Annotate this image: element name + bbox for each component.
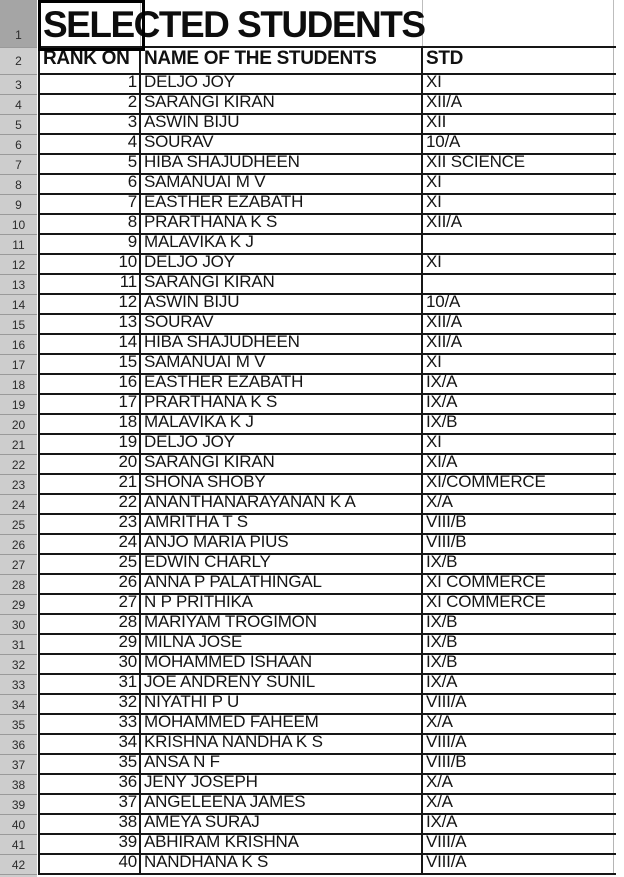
row-number[interactable]: 32 <box>0 655 37 675</box>
name-cell[interactable]: KRISHNA NANDHA K S <box>141 735 423 753</box>
std-cell[interactable]: X/A <box>423 795 614 813</box>
name-cell[interactable]: SAMANUAI M V <box>141 355 423 373</box>
std-cell[interactable]: IX/B <box>423 635 614 653</box>
row-number[interactable]: 27 <box>0 555 37 575</box>
name-cell[interactable]: MILNA JOSE <box>141 635 423 653</box>
rank-cell[interactable]: 3 <box>40 115 141 133</box>
table-row <box>38 855 616 875</box>
table-row <box>38 315 616 335</box>
name-cell[interactable]: ASWIN BIJU <box>141 115 423 133</box>
name-cell[interactable]: NIYATHI P U <box>141 695 423 713</box>
row-number[interactable]: 14 <box>0 295 37 315</box>
table-row <box>38 635 616 655</box>
name-cell[interactable]: MOHAMMED FAHEEM <box>141 715 423 733</box>
rank-cell[interactable]: 21 <box>40 475 141 493</box>
name-cell[interactable]: AMEYA SURAJ <box>141 815 423 833</box>
table-row <box>38 195 616 215</box>
std-cell[interactable]: IX/B <box>423 555 614 573</box>
row-number[interactable]: 21 <box>0 435 37 455</box>
table-row <box>38 395 616 415</box>
std-cell[interactable]: IX/A <box>423 815 614 833</box>
sheet-grid <box>38 0 616 875</box>
rank-cell[interactable]: 9 <box>40 235 141 253</box>
std-cell[interactable]: XI COMMERCE <box>423 595 614 613</box>
std-cell[interactable]: IX/A <box>423 375 614 393</box>
name-cell[interactable]: SHONA SHOBY <box>141 475 423 493</box>
name-cell[interactable]: EASTHER EZABATH <box>141 195 423 213</box>
std-cell[interactable]: VIII/A <box>423 835 614 853</box>
std-cell[interactable]: XI <box>423 255 614 273</box>
rank-cell[interactable]: 4 <box>40 135 141 153</box>
row-number[interactable]: 17 <box>0 355 37 375</box>
row-number[interactable]: 4 <box>0 95 37 115</box>
row-number[interactable]: 26 <box>0 535 37 555</box>
rank-cell[interactable]: 7 <box>40 195 141 213</box>
rank-cell[interactable]: 1 <box>40 75 141 93</box>
row-number[interactable]: 42 <box>0 855 37 875</box>
row-number[interactable]: 1 <box>0 0 37 48</box>
table-row <box>38 75 616 95</box>
row-number[interactable]: 33 <box>0 675 37 695</box>
name-cell[interactable]: ANNA P PALATHINGAL <box>141 575 423 593</box>
table-row <box>38 375 616 395</box>
rank-cell[interactable]: 8 <box>40 215 141 233</box>
row-number[interactable]: 3 <box>0 75 37 95</box>
std-cell[interactable]: IX/A <box>423 675 614 693</box>
name-cell[interactable]: EDWIN CHARLY <box>141 555 423 573</box>
row-number[interactable]: 23 <box>0 475 37 495</box>
rank-cell[interactable]: 32 <box>40 695 141 713</box>
table-row <box>38 675 616 695</box>
row-number[interactable]: 7 <box>0 155 37 175</box>
header-cell-rank[interactable]: RANK ON <box>40 48 141 73</box>
row-number[interactable]: 30 <box>0 615 37 635</box>
name-cell[interactable]: ANGELEENA JAMES <box>141 795 423 813</box>
std-cell[interactable]: XI COMMERCE <box>423 575 614 593</box>
rank-cell[interactable]: 11 <box>40 275 141 293</box>
table-row <box>38 455 616 475</box>
name-cell[interactable]: JOE ANDRENY SUNIL <box>141 675 423 693</box>
std-cell[interactable]: IX/B <box>423 655 614 673</box>
std-cell[interactable]: X/A <box>423 715 614 733</box>
table-row <box>38 615 616 635</box>
std-cell[interactable]: XI <box>423 75 614 93</box>
name-cell[interactable]: MALAVIKA K J <box>141 415 423 433</box>
rank-cell[interactable]: 29 <box>40 635 141 653</box>
rank-cell[interactable]: 33 <box>40 715 141 733</box>
std-cell[interactable]: VIII/A <box>423 735 614 753</box>
std-cell[interactable]: IX/B <box>423 615 614 633</box>
std-cell[interactable]: XII/A <box>423 315 614 333</box>
rank-cell[interactable]: 34 <box>40 735 141 753</box>
row-number[interactable]: 11 <box>0 235 37 255</box>
rank-cell[interactable]: 19 <box>40 435 141 453</box>
row-number[interactable]: 16 <box>0 335 37 355</box>
std-cell[interactable]: 10/A <box>423 295 614 313</box>
table-row <box>38 415 616 435</box>
row-number[interactable]: 12 <box>0 255 37 275</box>
name-cell[interactable]: ABHIRAM KRISHNA <box>141 835 423 853</box>
name-cell[interactable]: SAMANUAI M V <box>141 175 423 193</box>
rank-cell[interactable]: 10 <box>40 255 141 273</box>
rank-cell[interactable]: 37 <box>40 795 141 813</box>
name-cell[interactable]: SOURAV <box>141 315 423 333</box>
cell-c1[interactable] <box>423 0 614 46</box>
table-row <box>38 595 616 615</box>
name-cell[interactable]: JENY JOSEPH <box>141 775 423 793</box>
row-number[interactable]: 36 <box>0 735 37 755</box>
row-number[interactable]: 29 <box>0 595 37 615</box>
std-cell[interactable]: XI/COMMERCE <box>423 475 614 493</box>
row-number[interactable]: 28 <box>0 575 37 595</box>
rank-cell[interactable]: 39 <box>40 835 141 853</box>
table-row <box>38 815 616 835</box>
table-row <box>38 835 616 855</box>
table-row <box>38 475 616 495</box>
std-cell[interactable]: VIII/B <box>423 515 614 533</box>
name-cell[interactable]: ASWIN BIJU <box>141 295 423 313</box>
std-cell[interactable]: XI <box>423 435 614 453</box>
table-row <box>38 215 616 235</box>
rank-cell[interactable]: 28 <box>40 615 141 633</box>
std-cell[interactable]: IX/A <box>423 395 614 413</box>
sheet-title: SELECTED STUDENTS <box>43 4 425 45</box>
table-row <box>38 535 616 555</box>
std-cell[interactable]: IX/B <box>423 415 614 433</box>
name-cell[interactable]: NANDHANA K S <box>141 855 423 873</box>
std-cell[interactable]: VIII/A <box>423 695 614 713</box>
std-cell[interactable]: VIII/B <box>423 535 614 553</box>
table-row <box>38 775 616 795</box>
row-number[interactable]: 38 <box>0 775 37 795</box>
rank-cell[interactable]: 27 <box>40 595 141 613</box>
row-number[interactable]: 13 <box>0 275 37 295</box>
rank-cell[interactable]: 40 <box>40 855 141 873</box>
table-row <box>38 555 616 575</box>
row-number[interactable]: 41 <box>0 835 37 855</box>
header-cell-std[interactable]: STD <box>423 48 614 73</box>
row-number[interactable]: 37 <box>0 755 37 775</box>
std-cell[interactable]: X/A <box>423 775 614 793</box>
row-number[interactable]: 6 <box>0 135 37 155</box>
table-row <box>38 655 616 675</box>
std-cell[interactable]: XII/A <box>423 215 614 233</box>
row-number[interactable]: 24 <box>0 495 37 515</box>
rank-cell[interactable]: 2 <box>40 95 141 113</box>
row-number[interactable]: 10 <box>0 215 37 235</box>
row-number[interactable]: 34 <box>0 695 37 715</box>
row-number[interactable]: 5 <box>0 115 37 135</box>
header-cell-name[interactable]: NAME OF THE STUDENTS <box>141 48 423 73</box>
row-number[interactable]: 18 <box>0 375 37 395</box>
name-cell[interactable]: PRARTHANA K S <box>141 395 423 413</box>
std-cell[interactable]: VIII/A <box>423 855 614 873</box>
table-row <box>38 795 616 815</box>
table-row <box>38 515 616 535</box>
table-row <box>38 135 616 155</box>
row-number[interactable]: 8 <box>0 175 37 195</box>
rank-cell[interactable]: 31 <box>40 675 141 693</box>
table-row <box>38 355 616 375</box>
rank-cell[interactable]: 24 <box>40 535 141 553</box>
row-number[interactable]: 15 <box>0 315 37 335</box>
data-rows <box>38 75 616 875</box>
row-number[interactable]: 22 <box>0 455 37 475</box>
name-cell[interactable]: SARANGI KIRAN <box>141 95 423 113</box>
name-cell[interactable]: AMRITHA T S <box>141 515 423 533</box>
std-cell[interactable]: X/A <box>423 495 614 513</box>
rank-cell[interactable]: 17 <box>40 395 141 413</box>
rank-cell[interactable]: 38 <box>40 815 141 833</box>
table-row <box>38 755 616 775</box>
rank-cell[interactable]: 14 <box>40 335 141 353</box>
row-number[interactable]: 35 <box>0 715 37 735</box>
row-number[interactable]: 2 <box>0 48 37 75</box>
name-cell[interactable]: MARIYAM TROGIMON <box>141 615 423 633</box>
name-cell[interactable]: DELJO JOY <box>141 75 423 93</box>
table-row <box>38 695 616 715</box>
row-number[interactable]: 40 <box>0 815 37 835</box>
std-cell[interactable] <box>423 235 614 253</box>
std-cell[interactable] <box>423 275 614 293</box>
table-row <box>38 335 616 355</box>
rank-cell[interactable]: 36 <box>40 775 141 793</box>
name-cell[interactable]: MALAVIKA K J <box>141 235 423 253</box>
std-cell[interactable]: XII SCIENCE <box>423 155 614 173</box>
table-row <box>38 575 616 595</box>
name-cell[interactable]: PRARTHANA K S <box>141 215 423 233</box>
table-row <box>38 495 616 515</box>
row-header-column <box>0 0 37 877</box>
std-cell[interactable]: XII/A <box>423 335 614 353</box>
rank-cell[interactable]: 22 <box>40 495 141 513</box>
name-cell[interactable]: DELJO JOY <box>141 435 423 453</box>
table-row <box>38 235 616 255</box>
table-row <box>38 95 616 115</box>
table-row <box>38 115 616 135</box>
rank-cell[interactable]: 25 <box>40 555 141 573</box>
name-cell[interactable]: ANSA N F <box>141 755 423 773</box>
name-cell[interactable]: HIBA SHAJUDHEEN <box>141 155 423 173</box>
rank-cell[interactable]: 12 <box>40 295 141 313</box>
table-row <box>38 155 616 175</box>
row-number[interactable]: 19 <box>0 395 37 415</box>
name-cell[interactable]: SARANGI KIRAN <box>141 455 423 473</box>
row-number[interactable]: 9 <box>0 195 37 215</box>
std-cell[interactable]: XI/A <box>423 455 614 473</box>
table-row <box>38 295 616 315</box>
name-cell[interactable]: EASTHER EZABATH <box>141 375 423 393</box>
rank-cell[interactable]: 35 <box>40 755 141 773</box>
std-cell[interactable]: XII/A <box>423 95 614 113</box>
rank-cell[interactable]: 20 <box>40 455 141 473</box>
rank-cell[interactable]: 30 <box>40 655 141 673</box>
std-cell[interactable]: 10/A <box>423 135 614 153</box>
name-cell[interactable]: HIBA SHAJUDHEEN <box>141 335 423 353</box>
table-row <box>38 175 616 195</box>
name-cell[interactable]: N P PRITHIKA <box>141 595 423 613</box>
rank-cell[interactable]: 23 <box>40 515 141 533</box>
row-number[interactable]: 31 <box>0 635 37 655</box>
rank-cell[interactable]: 18 <box>40 415 141 433</box>
rank-cell[interactable]: 26 <box>40 575 141 593</box>
table-row <box>38 435 616 455</box>
name-cell[interactable]: MOHAMMED ISHAAN <box>141 655 423 673</box>
rank-cell[interactable]: 16 <box>40 375 141 393</box>
name-cell[interactable]: ANJO MARIA PIUS <box>141 535 423 553</box>
std-cell[interactable]: XI <box>423 195 614 213</box>
row-number[interactable]: 25 <box>0 515 37 535</box>
std-cell[interactable]: XII <box>423 115 614 133</box>
rank-cell[interactable]: 13 <box>40 315 141 333</box>
table-row <box>38 735 616 755</box>
name-cell[interactable]: ANANTHANARAYANAN K A <box>141 495 423 513</box>
std-cell[interactable]: XI <box>423 355 614 373</box>
name-cell[interactable]: SOURAV <box>141 135 423 153</box>
std-cell[interactable]: XI <box>423 175 614 193</box>
std-cell[interactable]: VIII/B <box>423 755 614 773</box>
row-number[interactable]: 39 <box>0 795 37 815</box>
table-row <box>38 275 616 295</box>
column-header-row <box>38 48 616 75</box>
name-cell[interactable]: DELJO JOY <box>141 255 423 273</box>
rank-cell[interactable]: 6 <box>40 175 141 193</box>
table-row <box>38 255 616 275</box>
rank-cell[interactable]: 15 <box>40 355 141 373</box>
table-row <box>38 715 616 735</box>
rank-cell[interactable]: 5 <box>40 155 141 173</box>
name-cell[interactable]: SARANGI KIRAN <box>141 275 423 293</box>
row-number[interactable]: 20 <box>0 415 37 435</box>
